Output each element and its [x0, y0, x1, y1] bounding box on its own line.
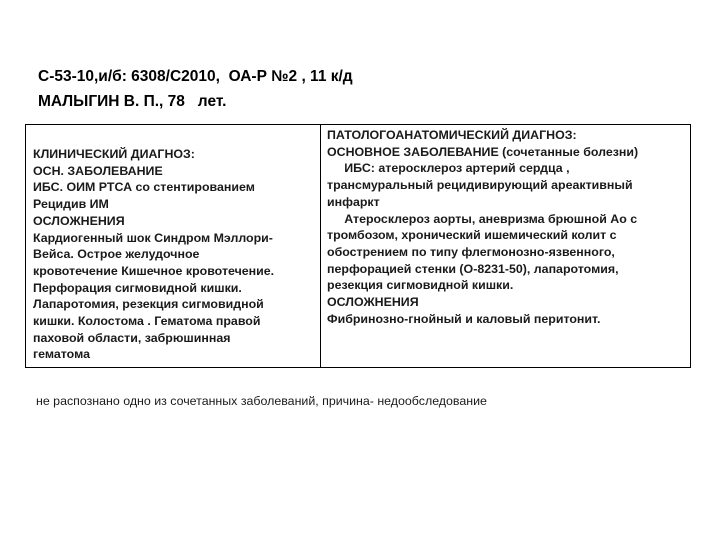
- pathology-line: Фибринозно-гнойный и каловый перитонит.: [327, 311, 601, 326]
- clinical-line: ОСН. ЗАБОЛЕВАНИЕ: [33, 163, 163, 178]
- pathology-line: перфорацией стенки (О-8231-50), лапаротомия,: [327, 261, 619, 276]
- clinical-line: Вейса. Острое желудочное: [33, 247, 200, 262]
- case-number-line: С-53-10,и/б: 6308/С2010, ОА-Р №2 , 11 к/д: [38, 68, 353, 85]
- pathology-line: трансмуральный рецидивирующий ареактивный: [327, 178, 633, 193]
- clinical-line: ОСЛОЖНЕНИЯ: [33, 213, 125, 228]
- clinical-line: Лапаротомия, резекция сигмовидной: [33, 297, 264, 312]
- clinical-line: ИБС. ОИМ РТСА со стентированием: [33, 180, 255, 195]
- conclusion-note: не распознано одно из сочетанных заболеваний, причина- недообследование: [36, 394, 487, 408]
- diagnosis-comparison-table: [25, 124, 691, 368]
- clinical-line: Кардиогенный шок Синдром Мэллори-: [33, 230, 273, 245]
- clinical-line: кишки. Колостома . Гематома правой: [33, 314, 261, 329]
- pathology-line: ОСЛОЖНЕНИЯ: [327, 295, 419, 310]
- patient-name-line: МАЛЫГИН В. П., 78 лет.: [38, 93, 227, 110]
- clinical-line: Рецидив ИМ: [33, 197, 109, 212]
- clinical-line: кровотечение Кишечное кровотечение.: [33, 263, 275, 278]
- pathology-line: Атеросклероз аорты, аневризма брюшной Ао с: [327, 211, 638, 226]
- clinical-line: паховой области, забрюшинная: [33, 330, 231, 345]
- pathology-line: ПАТОЛОГОАНАТОМИЧЕСКИЙ ДИАГНОЗ:: [327, 128, 577, 142]
- pathology-line: ИБС: атеросклероз артерий сердца ,: [327, 161, 570, 176]
- pathology-line: ОСНОВНОЕ ЗАБОЛЕВАНИЕ (сочетанные болезни): [327, 144, 639, 159]
- pathology-line: резекция сигмовидной кишки.: [327, 278, 514, 293]
- clinical-line: Перфорация сигмовидной кишки.: [33, 280, 242, 295]
- pathology-line: инфаркт: [327, 194, 380, 209]
- document-header: [38, 64, 698, 114]
- clinical-line: гематома: [33, 347, 90, 362]
- pathology-line: обострением по типу флегмонозно-язвенного,: [327, 244, 615, 259]
- pathology-diagnosis-column: [321, 125, 690, 367]
- pathology-line: тромбозом, хронический ишемический колит с: [327, 228, 617, 243]
- clinical-line: КЛИНИЧЕСКИЙ ДИАГНОЗ:: [33, 147, 195, 161]
- clinical-diagnosis-column: [26, 125, 321, 367]
